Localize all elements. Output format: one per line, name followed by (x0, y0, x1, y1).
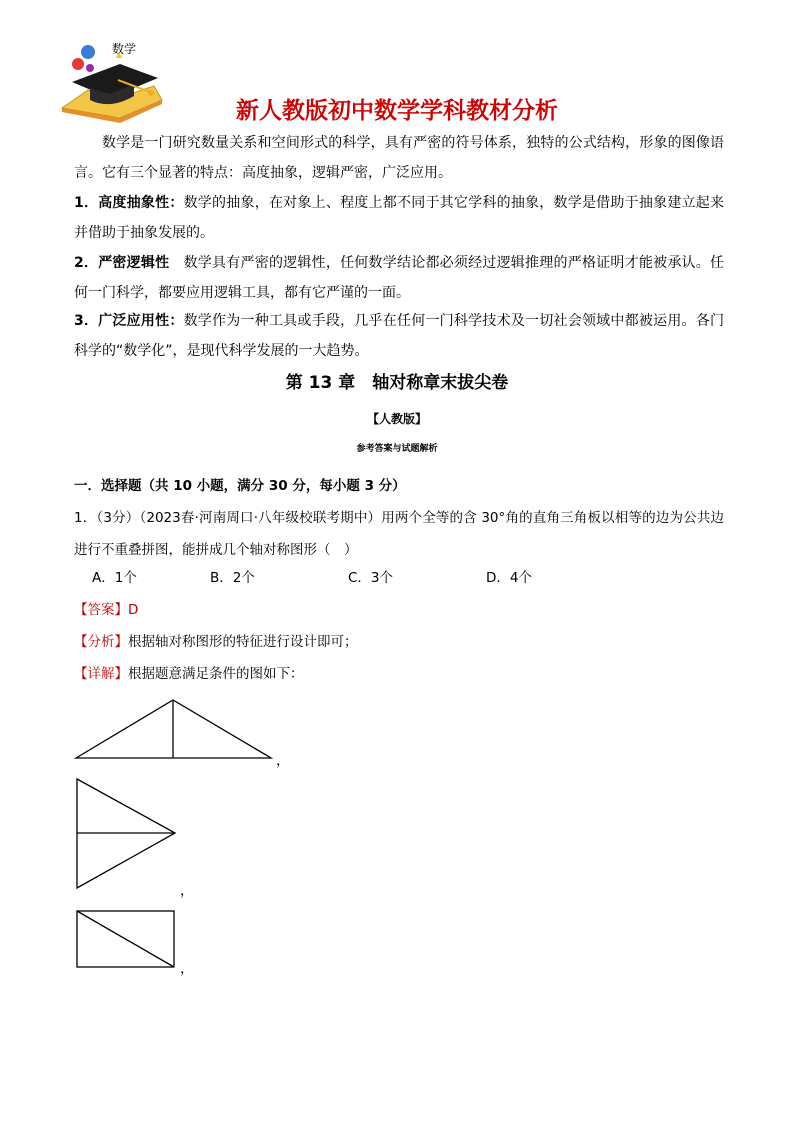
feature-1-label: 1．高度抽象性： (74, 195, 184, 211)
feature-3 (74, 306, 724, 366)
figure-1-separator: ， (276, 753, 290, 769)
section-heading: 一．选择题（共 10 小题，满分 30 分，每小题 3 分） (74, 478, 406, 494)
feature-2-label: 2．严密逻辑性 (74, 255, 170, 271)
figure-2-triangle (76, 778, 178, 890)
answer-tag: 【答案】 (74, 602, 128, 618)
answer-line (74, 598, 138, 618)
chapter-title: 第 13 章 轴对称章末拔尖卷 (285, 373, 509, 393)
option-a: A．1个 (92, 570, 137, 586)
feature-2 (74, 248, 724, 308)
option-b: B．2个 (210, 570, 255, 586)
figure-3-rectangle (76, 910, 178, 970)
feature-2-text: 数学具有严密的逻辑性，任何数学结论都必须经过逻辑推理的严格证明才能被承认。任何一门科学，都要应用逻辑工具，都有它严谨的一面。 (74, 255, 724, 301)
logo-text: 数学 (112, 42, 137, 56)
detail-line (74, 662, 304, 682)
feature-1-text: 数学的抽象，在对象上、程度上都不同于其它学科的抽象，数学是借助于抽象建立起来并借助于抽象发展的。 (74, 195, 725, 241)
analysis-line (74, 630, 358, 650)
option-c: C．3个 (348, 570, 394, 586)
analysis-text: 根据轴对称图形的特征进行设计即可； (128, 634, 358, 650)
detail-tag: 【详解】 (74, 666, 128, 682)
intro-paragraph: 数学是一门研究数量关系和空间形式的科学，具有严密的符号体系，独特的公式结构，形象的图像语言。它有三个显著的特点：高度抽象，逻辑严密，广泛应用。 (74, 135, 724, 181)
figure-3-separator: ， (180, 961, 194, 977)
analysis-tag: 【分析】 (74, 634, 128, 650)
reference-title: 参考答案与试题解析 (356, 444, 438, 454)
feature-1 (74, 188, 724, 248)
edition-label: 【人教版】 (366, 412, 427, 426)
detail-text: 根据题意满足条件的图如下： (128, 666, 304, 682)
feature-3-text: 数学作为一种工具或手段，几乎在任何一门科学技术及一切社会领域中都被运用。各门科学的“数学化”，是现代科学发展的一大趋势。 (74, 313, 725, 359)
page-title: 新人教版初中数学学科教材分析 (236, 98, 558, 124)
figure-2-separator: ， (180, 883, 194, 899)
question-1-text: 1．（3分）（2023春·河南周口·八年级校联考期中）用两个全等的含 30°角的直角三角板以相等的边为公共边进行不重叠拼图，能拼成几个轴对称图形（ ） (74, 510, 724, 558)
answer-value: D (128, 602, 139, 618)
figure-1-triangle (74, 698, 274, 760)
feature-3-label: 3．广泛应用性： (74, 313, 184, 329)
option-d: D．4个 (486, 570, 532, 586)
